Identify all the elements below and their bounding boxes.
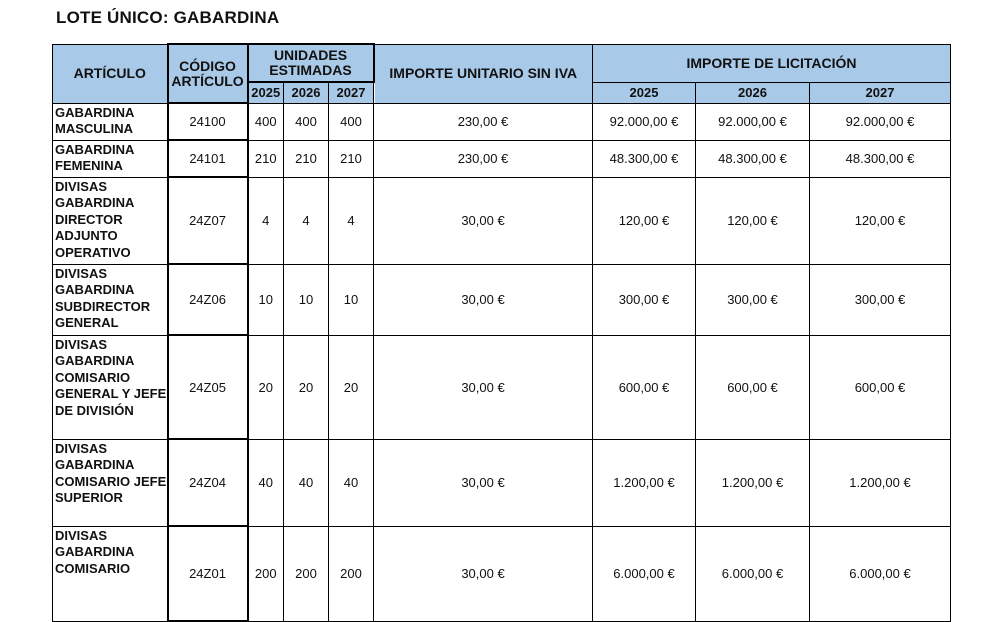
cell-codigo: 24101: [168, 140, 248, 177]
cell-importe-2025: 48.300,00 €: [593, 140, 696, 177]
cell-importe-2027: 600,00 €: [810, 335, 951, 439]
cell-units-2025: 20: [248, 335, 284, 439]
cell-units-2027: 10: [329, 264, 374, 335]
table-row: [53, 140, 951, 177]
cell-importe-2025: 6.000,00 €: [593, 526, 696, 621]
cell-importe-2027: 48.300,00 €: [810, 140, 951, 177]
cell-units-2026: 200: [284, 526, 329, 621]
cell-importe-2026: 300,00 €: [696, 264, 810, 335]
header-amount-year: 2025: [593, 82, 696, 103]
cell-importe-2027: 120,00 €: [810, 177, 951, 264]
cell-importe-2025: 92.000,00 €: [593, 103, 696, 140]
table-row: [53, 103, 951, 140]
cell-units-2026: 4: [284, 177, 329, 264]
cell-importe-2026: 48.300,00 €: [696, 140, 810, 177]
table-row: [53, 177, 951, 264]
cell-importe-2026: 6.000,00 €: [696, 526, 810, 621]
cell-importe-2027: 6.000,00 €: [810, 526, 951, 621]
header-articulo: ARTÍCULO: [53, 44, 168, 103]
cell-importe-2025: 120,00 €: [593, 177, 696, 264]
cell-units-2025: 210: [248, 140, 284, 177]
cell-importe-unitario: 30,00 €: [374, 264, 593, 335]
cell-codigo: 24100: [168, 103, 248, 140]
cell-units-2027: 4: [329, 177, 374, 264]
cell-importe-unitario: 230,00 €: [374, 103, 593, 140]
cell-importe-2026: 600,00 €: [696, 335, 810, 439]
cell-articulo: DIVISAS GABARDINA COMISARIO GENERAL Y JEFE DE DIVISIÓN: [53, 335, 168, 439]
cell-importe-2027: 92.000,00 €: [810, 103, 951, 140]
header-amount-year: 2026: [696, 82, 810, 103]
header-unidades: UNIDADES ESTIMADAS: [248, 44, 374, 82]
cell-codigo: 24Z04: [168, 439, 248, 526]
cell-articulo: DIVISAS GABARDINA DIRECTOR ADJUNTO OPERATIVO: [53, 177, 168, 264]
header-units-year: 2025: [248, 82, 284, 103]
cell-importe-unitario: 30,00 €: [374, 439, 593, 526]
table-row: [53, 335, 951, 439]
cell-units-2025: 10: [248, 264, 284, 335]
cell-codigo: 24Z07: [168, 177, 248, 264]
cell-importe-2026: 120,00 €: [696, 177, 810, 264]
page-title: LOTE ÚNICO: GABARDINA: [56, 8, 280, 27]
cell-importe-2026: 92.000,00 €: [696, 103, 810, 140]
header-units-year: 2026: [284, 82, 329, 103]
cell-importe-unitario: 30,00 €: [374, 526, 593, 621]
cell-importe-unitario: 230,00 €: [374, 140, 593, 177]
cell-articulo: GABARDINA MASCULINA: [53, 103, 168, 140]
cell-codigo: 24Z05: [168, 335, 248, 439]
cell-units-2026: 20: [284, 335, 329, 439]
cell-units-2027: 20: [329, 335, 374, 439]
cell-codigo: 24Z06: [168, 264, 248, 335]
cell-importe-2025: 600,00 €: [593, 335, 696, 439]
cell-units-2026: 210: [284, 140, 329, 177]
cell-units-2027: 200: [329, 526, 374, 621]
cell-importe-2025: 300,00 €: [593, 264, 696, 335]
cell-units-2026: 10: [284, 264, 329, 335]
cell-importe-2026: 1.200,00 €: [696, 439, 810, 526]
header-units-year: 2027: [329, 82, 374, 103]
cell-units-2025: 40: [248, 439, 284, 526]
cell-units-2026: 40: [284, 439, 329, 526]
table-row: [53, 526, 951, 621]
cell-units-2027: 400: [329, 103, 374, 140]
cell-importe-2027: 300,00 €: [810, 264, 951, 335]
cell-units-2025: 400: [248, 103, 284, 140]
cell-importe-unitario: 30,00 €: [374, 177, 593, 264]
header-importe-unitario: IMPORTE UNITARIO SIN IVA: [374, 44, 593, 103]
cell-units-2025: 4: [248, 177, 284, 264]
table-row: [53, 264, 951, 335]
cell-units-2025: 200: [248, 526, 284, 621]
table-row: [53, 439, 951, 526]
lot-table: [52, 43, 951, 622]
cell-articulo: GABARDINA FEMENINA: [53, 140, 168, 177]
header-codigo: CÓDIGO ARTÍCULO: [168, 44, 248, 103]
cell-importe-2025: 1.200,00 €: [593, 439, 696, 526]
cell-articulo: DIVISAS GABARDINA COMISARIO: [53, 526, 168, 621]
cell-articulo: DIVISAS GABARDINA SUBDIRECTOR GENERAL: [53, 264, 168, 335]
cell-codigo: 24Z01: [168, 526, 248, 621]
cell-units-2026: 400: [284, 103, 329, 140]
cell-importe-2027: 1.200,00 €: [810, 439, 951, 526]
cell-articulo: DIVISAS GABARDINA COMISARIO JEFE SUPERIOR: [53, 439, 168, 526]
cell-importe-unitario: 30,00 €: [374, 335, 593, 439]
header-importe-licitacion: IMPORTE DE LICITACIÓN: [593, 44, 951, 82]
cell-units-2027: 40: [329, 439, 374, 526]
header-amount-year: 2027: [810, 82, 951, 103]
cell-units-2027: 210: [329, 140, 374, 177]
